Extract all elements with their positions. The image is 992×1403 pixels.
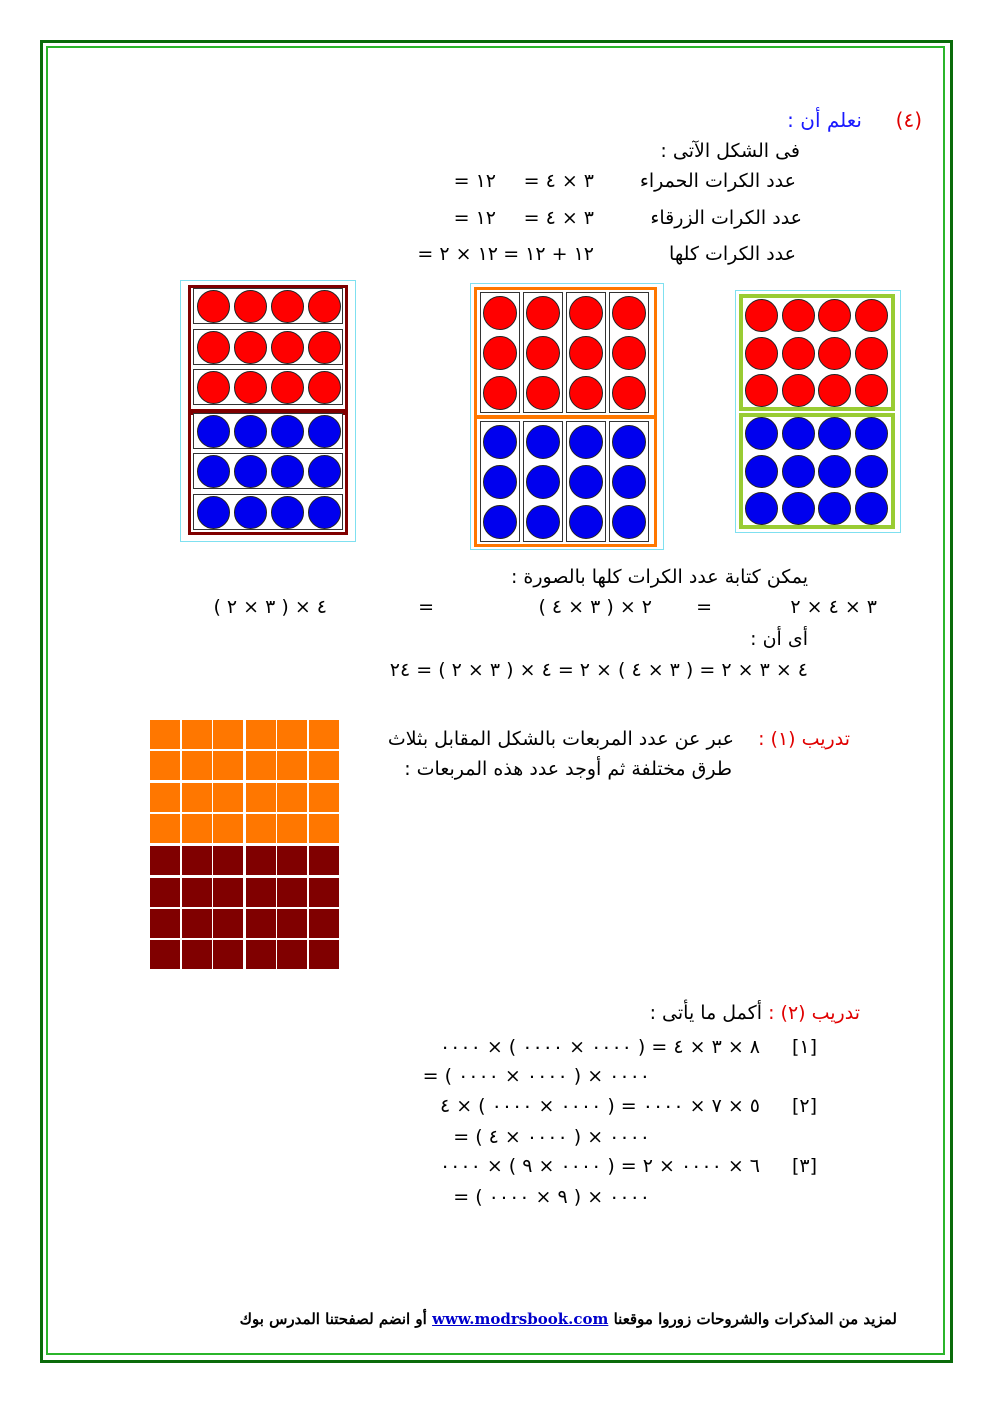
ball	[818, 299, 851, 332]
exercise1-label: تدريب (١) :	[758, 728, 850, 750]
grouping-form-1: ٣ × ٤ × ٢	[790, 596, 877, 618]
ball	[271, 415, 304, 448]
footer	[240, 1310, 897, 1328]
grid-square	[213, 940, 243, 969]
ball	[271, 371, 304, 404]
item1-line1: ٨ × ٣ × ٤ = ( ٠٠٠٠ × ٠٠٠٠ ) × ٠٠٠٠	[439, 1036, 760, 1058]
grid-square	[309, 720, 339, 749]
grid-square	[309, 814, 339, 843]
ball	[569, 505, 603, 539]
conclusion-label: أى أن :	[750, 628, 808, 650]
ball	[271, 331, 304, 364]
grid-square	[277, 909, 307, 938]
ball	[308, 290, 341, 323]
ball	[271, 290, 304, 323]
ball	[234, 496, 267, 529]
grid-square	[150, 878, 180, 907]
ball	[782, 299, 815, 332]
ball	[526, 296, 560, 330]
item2-line2: = ٠٠٠٠ × ( ٠٠٠٠ × ٤ )	[453, 1126, 650, 1148]
grid-square	[182, 940, 212, 969]
grouping-eq-2: =	[418, 596, 434, 618]
grid-square	[309, 940, 339, 969]
ball	[526, 505, 560, 539]
ball	[197, 455, 230, 488]
grid-square	[246, 846, 276, 875]
grid-square	[246, 751, 276, 780]
grid-square	[277, 940, 307, 969]
ball	[483, 505, 517, 539]
figure-intro: فى الشكل الآتى :	[660, 140, 800, 162]
grid-square	[277, 720, 307, 749]
grid-square	[213, 878, 243, 907]
ball	[234, 290, 267, 323]
grouping-eq-1: =	[696, 596, 712, 618]
ball	[234, 331, 267, 364]
grid-square	[182, 878, 212, 907]
ball	[855, 337, 888, 370]
ball	[782, 455, 815, 488]
item3-line2: = ٠٠٠٠ × ( ٩ × ٠٠٠٠ )	[453, 1186, 650, 1208]
section-title: نعلم أن :	[787, 108, 862, 132]
grid-square	[182, 909, 212, 938]
grid-square	[246, 940, 276, 969]
ball	[782, 492, 815, 525]
grid-square	[213, 814, 243, 843]
blue-count-label: عدد الكرات الزرقاء	[650, 207, 802, 229]
grid-square	[213, 846, 243, 875]
item2-number: [٢]	[791, 1095, 817, 1117]
ball	[569, 376, 603, 410]
ball	[308, 496, 341, 529]
ball	[855, 455, 888, 488]
grid-square	[182, 846, 212, 875]
item2-line1: ٥ × ٧ × ٠٠٠٠ = ( ٠٠٠٠ × ٠٠٠٠ ) × ٤	[439, 1095, 760, 1117]
conclusion: ٤ × ٣ × ٢ = ( ٣ × ٤ ) × ٢ = ٤ × ( ٣ × ٢ ) = ٢٤	[389, 659, 808, 681]
grid-square	[277, 814, 307, 843]
grid-square	[246, 720, 276, 749]
grid-square	[309, 783, 339, 812]
ball	[745, 455, 778, 488]
exercise2-label: تدريب (٢) :	[768, 1002, 860, 1024]
ball	[818, 417, 851, 450]
grid-square	[150, 751, 180, 780]
ball	[526, 465, 560, 499]
ball	[569, 296, 603, 330]
grid-square	[150, 783, 180, 812]
ball	[483, 425, 517, 459]
blue-count-result: = ١٢	[453, 207, 496, 229]
ball	[612, 376, 646, 410]
ball	[483, 296, 517, 330]
ball	[745, 492, 778, 525]
ball	[612, 505, 646, 539]
ball	[308, 415, 341, 448]
ball	[855, 299, 888, 332]
ball	[855, 492, 888, 525]
grouping-intro: يمكن كتابة عدد الكرات كلها بالصورة :	[510, 566, 808, 588]
grid-square	[277, 751, 307, 780]
ball	[483, 336, 517, 370]
ball	[526, 336, 560, 370]
grid-square	[246, 814, 276, 843]
ball	[818, 337, 851, 370]
grid-square	[150, 814, 180, 843]
ball	[818, 374, 851, 407]
ball	[271, 496, 304, 529]
ball	[612, 336, 646, 370]
grid-square	[309, 909, 339, 938]
ball	[234, 371, 267, 404]
ball	[197, 496, 230, 529]
grid-square	[182, 783, 212, 812]
grid-square	[150, 909, 180, 938]
ball	[745, 337, 778, 370]
total-count-label: عدد الكرات كلها	[669, 243, 796, 265]
ball	[526, 425, 560, 459]
grid-square	[277, 846, 307, 875]
grid-square	[246, 878, 276, 907]
ball	[855, 374, 888, 407]
grid-square	[213, 783, 243, 812]
ball	[197, 415, 230, 448]
section-number: (٤)	[895, 108, 922, 132]
ball	[483, 465, 517, 499]
exercise1-line2: طرق مختلفة ثم أوجد عدد هذه المربعات :	[404, 758, 732, 780]
ball	[526, 376, 560, 410]
total-count-expr: = ١٢ + ١٢	[503, 243, 594, 265]
grouping-form-3: ٤ × ( ٣ × ٢ )	[213, 596, 327, 618]
ball	[745, 374, 778, 407]
item3-line1: ٦ × ٠٠٠٠ × ٢ = ( ٠٠٠٠ × ٩ ) × ٠٠٠٠	[439, 1155, 760, 1177]
ball	[782, 417, 815, 450]
ball	[197, 371, 230, 404]
ball	[782, 337, 815, 370]
grid-square	[150, 940, 180, 969]
grid-square	[309, 751, 339, 780]
grid-square	[213, 751, 243, 780]
footer-link[interactable]: www.modrsbook.com	[432, 1310, 609, 1328]
ball	[745, 299, 778, 332]
ball	[483, 376, 517, 410]
ball	[197, 331, 230, 364]
grid-square	[182, 814, 212, 843]
ball	[308, 455, 341, 488]
grid-square	[246, 783, 276, 812]
item1-number: [١]	[791, 1036, 817, 1058]
item1-line2: = ٠٠٠٠ × ( ٠٠٠٠ × ٠٠٠٠ )	[422, 1065, 650, 1087]
grid-square	[213, 720, 243, 749]
ball	[782, 374, 815, 407]
ball	[818, 492, 851, 525]
item3-number: [٣]	[791, 1155, 817, 1177]
grid-square	[150, 846, 180, 875]
red-count-result: = ١٢	[453, 170, 496, 192]
grid-square	[309, 878, 339, 907]
grid-square	[277, 878, 307, 907]
footer-text-left: أو انضم لصفحتنا المدرس بوك	[239, 1310, 427, 1328]
ball	[569, 425, 603, 459]
ball	[308, 371, 341, 404]
grid-square	[277, 783, 307, 812]
blue-count-expr: = ٣ × ٤	[523, 207, 594, 229]
red-count-label: عدد الكرات الحمراء	[639, 170, 796, 192]
ball	[308, 331, 341, 364]
ball	[612, 465, 646, 499]
grid-square	[182, 720, 212, 749]
red-count-expr: = ٣ × ٤	[523, 170, 594, 192]
ball	[569, 336, 603, 370]
footer-text-right: لمزيد من المذكرات والشروحات زوروا موقعنا	[613, 1310, 897, 1328]
ball	[234, 415, 267, 448]
total-count-result: = ١٢ × ٢	[417, 243, 498, 265]
grid-square	[182, 751, 212, 780]
ball	[818, 455, 851, 488]
ball	[271, 455, 304, 488]
grid-square	[213, 909, 243, 938]
grid-square	[150, 720, 180, 749]
ball	[612, 425, 646, 459]
ball	[197, 290, 230, 323]
ball	[569, 465, 603, 499]
ball	[855, 417, 888, 450]
ball	[234, 455, 267, 488]
grid-square	[309, 846, 339, 875]
ball	[745, 417, 778, 450]
exercise1-line1: عبر عن عدد المربعات بالشكل المقابل بثلاث	[387, 728, 734, 750]
grouping-form-2: ( ٣ × ٤ ) × ٢	[538, 596, 652, 618]
exercise2-instruction: أكمل ما يأتى :	[649, 1002, 762, 1024]
grid-square	[246, 909, 276, 938]
ball	[612, 296, 646, 330]
